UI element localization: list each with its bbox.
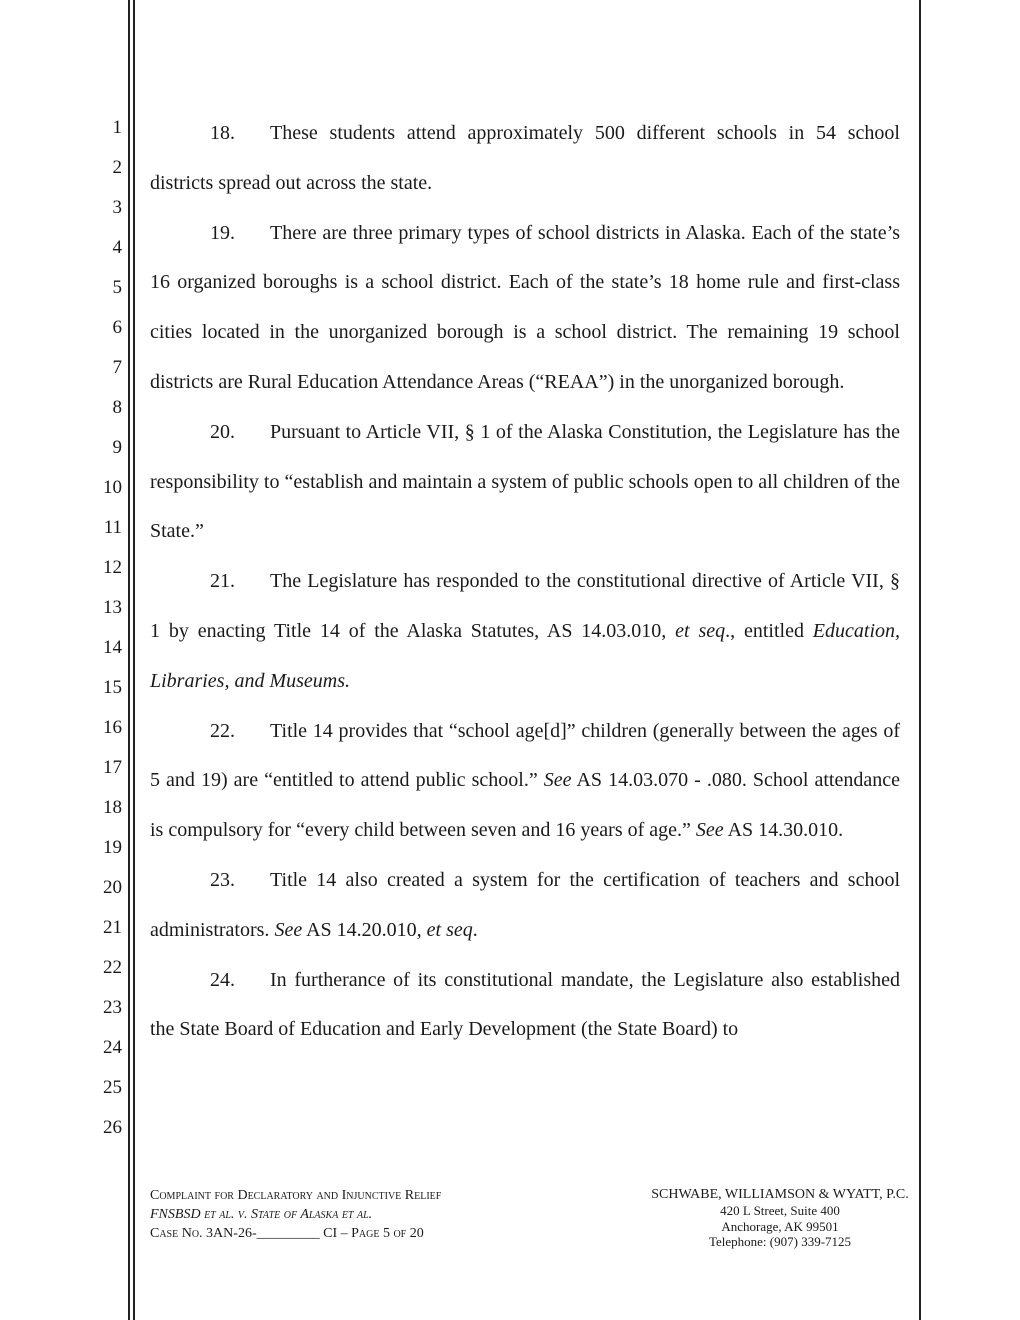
- paragraph-22: [150, 707, 900, 856]
- paragraph-21: [150, 557, 900, 706]
- line-number: 2: [112, 157, 122, 178]
- line-number: 16: [103, 717, 122, 738]
- paragraph-text: Pursuant to Article VII, § 1 of the Alaska Constitution, the Legislature has the responsibility to “establish and maintain a system of public schools open to all children of the State.”: [150, 420, 900, 543]
- paragraph-20: [150, 408, 900, 557]
- paragraph-23: [150, 856, 900, 956]
- paragraph-number: 24.: [210, 968, 235, 991]
- citation-signal: et seq: [675, 619, 726, 642]
- line-number: 3: [112, 197, 122, 218]
- line-number: 23: [103, 997, 122, 1018]
- citation-signal: et seq: [426, 918, 473, 941]
- line-number: 13: [103, 597, 122, 618]
- line-number: 5: [112, 277, 122, 298]
- paragraph-number: 21.: [210, 570, 235, 593]
- citation-signal: See: [543, 769, 572, 792]
- line-number: 24: [103, 1037, 122, 1058]
- line-number: 17: [103, 757, 122, 778]
- line-number: 7: [112, 357, 122, 378]
- paragraph-number: 23.: [210, 868, 235, 891]
- line-number: 6: [112, 317, 122, 338]
- paragraph-number: 19.: [210, 221, 235, 244]
- paragraph-number: 18.: [210, 122, 235, 144]
- citation-signal: See: [695, 819, 724, 842]
- paragraph-text: .: [472, 918, 478, 941]
- firm-street: 420 L Street, Suite 400: [720, 1203, 840, 1218]
- footer-firm-block: [645, 1186, 915, 1250]
- line-number: 15: [103, 677, 122, 698]
- line-number: 12: [103, 557, 122, 578]
- paragraph-text: There are three primary types of school districts in Alaska. Each of the state’s 16 organized boroughs is a school district. Each of the state’s 18 home rule and first-class cities located in the unorganized borough is a school district. The remaining 19 school districts are Rural Education Attendance Areas (“REAA”) in the unorganized borough.: [150, 221, 900, 393]
- case-party-rest: et al. v. State of Alaska et al.: [200, 1207, 373, 1222]
- paragraph-19: [150, 209, 900, 408]
- line-number: 21: [103, 917, 122, 938]
- case-party-name: FNSBSD: [150, 1207, 201, 1222]
- line-number: 25: [103, 1077, 122, 1098]
- paragraph-number: 22.: [210, 719, 235, 742]
- line-number: 22: [103, 957, 122, 978]
- paragraph-text: AS 14.30.010.: [723, 819, 844, 842]
- case-parties: [150, 1205, 441, 1224]
- line-number: 8: [112, 397, 122, 418]
- left-margin-rule-outer: [128, 0, 130, 1320]
- case-number-page: Case No. 3AN-26-_________ CI – Page 5 of 20: [150, 1226, 424, 1241]
- firm-name: SCHWABE, WILLIAMSON & WYATT, P.C.: [651, 1187, 909, 1202]
- line-number: 26: [103, 1117, 122, 1138]
- line-number: 4: [112, 237, 122, 258]
- line-number: 14: [103, 637, 122, 658]
- paragraph-text: The Legislature has responded to the constitutional directive of Article VII, § 1 by enacting Title 14 of the Alaska Statutes, AS 14.03.010,: [150, 570, 900, 642]
- statute-title: Education, Libraries, and Museums.: [150, 619, 901, 692]
- citation-signal: See: [274, 918, 303, 941]
- paragraph-text: AS 14.03.070 - .080. School attendance is compulsory for “every child between seven and 16 years of age.”: [150, 769, 900, 842]
- pleading-line-numbers: [80, 114, 122, 1154]
- paragraph-18: [150, 109, 900, 209]
- line-number: 18: [103, 797, 122, 818]
- firm-phone: Telephone: (907) 339-7125: [708, 1234, 852, 1249]
- paragraph-text: AS 14.20.010,: [302, 918, 427, 941]
- line-number: 11: [103, 517, 122, 538]
- paragraph-number: 20.: [210, 420, 235, 443]
- left-margin-rule-inner: [133, 0, 135, 1320]
- paragraph-24: [150, 956, 900, 1056]
- paragraph-text: These students attend approximately 500 different schools in 54 school districts spread out across the state.: [150, 122, 900, 194]
- document-body: [150, 109, 900, 1055]
- paragraph-text: Title 14 provides that “school age[d]” children (generally between the ages of 5 and 19) are “entitled to attend public school.”: [150, 719, 900, 792]
- line-number: 19: [103, 837, 122, 858]
- line-number: 9: [112, 437, 122, 458]
- paragraph-text: In furtherance of its constitutional mandate, the Legislature also established the State Board of Education and Early Development (the State Board) to: [150, 968, 900, 1041]
- right-margin-rule: [919, 0, 921, 1320]
- paragraph-text: Title 14 also created a system for the certification of teachers and school administrators.: [150, 868, 900, 941]
- firm-city: Anchorage, AK 99501: [721, 1218, 839, 1234]
- footer-case-caption: [150, 1186, 441, 1243]
- paragraph-text: ., entitled: [725, 619, 813, 642]
- line-number: 1: [112, 117, 122, 138]
- line-number: 10: [103, 477, 122, 498]
- document-title: Complaint for Declaratory and Injunctive Relief: [150, 1188, 442, 1203]
- line-number: 20: [103, 877, 122, 898]
